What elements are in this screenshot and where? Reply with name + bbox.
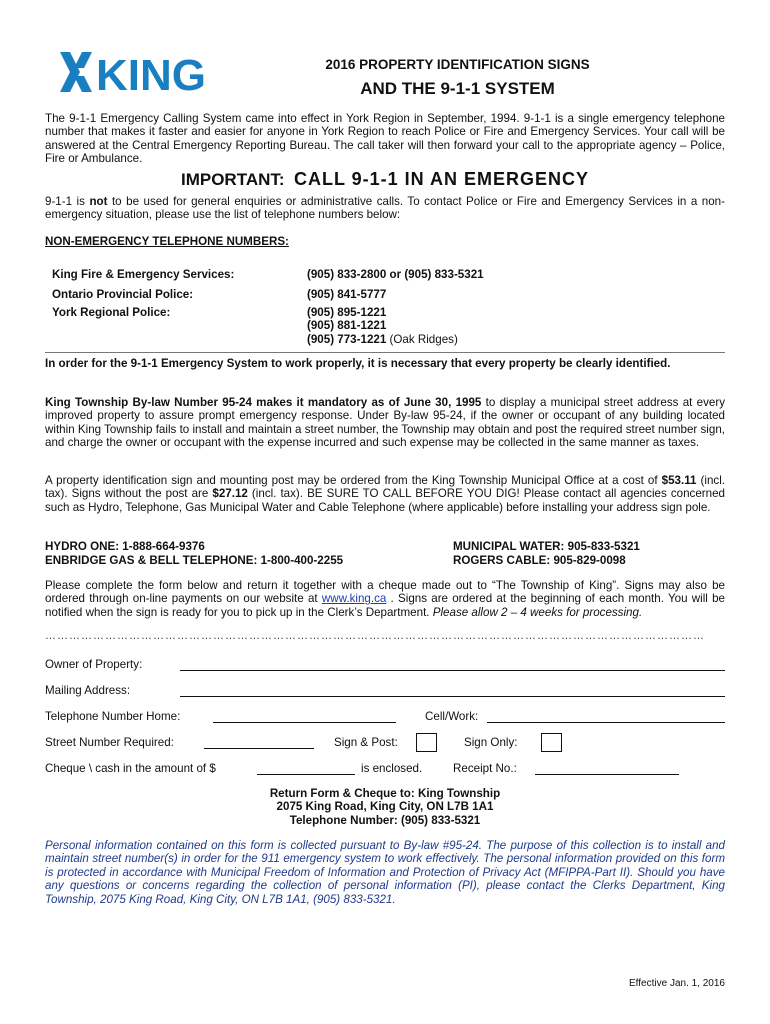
price-sign-only: $27.12 — [212, 487, 248, 501]
intro-paragraph: The 9-1-1 Emergency Calling System came into effect in York Region in September, 1994. 9-1-1 is a single emergency telephone number that makes it faster and easier for anyone in York Region to reach Police or Fire and Emergency Services. Your call will be answered at the Central Emergency Reporting Bureau. The call taker will then forward your call to the appropriate agency – Police, Fire or Ambulance. — [45, 112, 725, 166]
return-block — [45, 787, 725, 827]
website-link[interactable]: www.king.ca — [321, 592, 387, 606]
bylaw-rest: to display a municipal street address at every improved property to assure prompt emergency response. Under By-law 95-24, if the owner or occupant of any building located within King Township fails to install and maintain a street number, the Township may obtain and post the required street number sign, and charge the owner or occupant with the expense incurred and such expense may be collected in the same manner as taxes. — [45, 396, 726, 450]
mailing-field[interactable] — [180, 684, 725, 697]
owner-label: Owner of Property: — [45, 658, 143, 671]
mailing-label: Mailing Address: — [45, 684, 131, 697]
sign-post-label: Sign & Post: — [334, 736, 398, 749]
return-line3: Telephone Number: (905) 833-5321 — [289, 813, 481, 827]
cell-field[interactable] — [487, 710, 725, 723]
contact-label-yrp: York Regional Police: — [52, 306, 171, 319]
king-logo-icon — [60, 50, 206, 100]
non-emergency-intro — [45, 195, 725, 222]
utility-enbridge: ENBRIDGE GAS & BELL TELEPHONE: 1-800-400-2255 — [45, 554, 344, 567]
contact-label-fire: King Fire & Emergency Services: — [52, 268, 235, 281]
sign-post-checkbox[interactable] — [416, 733, 437, 752]
sign-only-label: Sign Only: — [464, 736, 518, 749]
non-emergency-heading: NON-EMERGENCY TELEPHONE NUMBERS: — [45, 235, 289, 248]
price-sign-post: $53.11 — [661, 474, 697, 487]
cell-label: Cell/Work: — [425, 710, 479, 723]
bylaw-bold: King Township By-law Number 95-24 makes it mandatory as of June 30, 1995 — [45, 396, 482, 409]
page-title-line1: 2016 PROPERTY IDENTIFICATION SIGNS — [325, 57, 590, 72]
king-logo — [60, 50, 206, 100]
contact-number-yrp-3 — [307, 333, 458, 346]
contact-number-yrp-2: (905) 881-1221 — [307, 319, 387, 333]
form-intro-p2: . Signs are ordered at the beginning of each month. You will be notified when the sign is ready for you to pick up in the Clerk’s Department. — [45, 592, 725, 619]
sign-only-checkbox[interactable] — [541, 733, 562, 752]
contact-number-fire: (905) 833-2800 or (905) 833-5321 — [307, 268, 484, 281]
utility-hydro: HYDRO ONE: 1-888-664-9376 — [45, 540, 205, 553]
order-paragraph — [45, 474, 725, 514]
receipt-label: Receipt No.: — [453, 762, 517, 775]
page-title-line2: AND THE 9-1-1 SYSTEM — [360, 79, 555, 98]
phone-home-label: Telephone Number Home: — [45, 710, 181, 723]
effective-date: Effective Jan. 1, 2016 — [629, 978, 725, 989]
important-label: IMPORTANT: — [180, 170, 285, 189]
order-p2: (incl. tax). Signs without the post are — [45, 474, 726, 501]
contact-label-opp: Ontario Provincial Police: — [52, 288, 194, 301]
bylaw-paragraph — [45, 396, 725, 450]
important-callout — [45, 169, 725, 190]
return-line1: Return Form & Cheque to: King Township — [269, 787, 501, 800]
important-call: CALL 9-1-1 IN AN EMERGENCY — [293, 169, 590, 189]
property-notice: In order for the 9-1-1 Emergency System to work properly, it is necessary that every property be clearly identified. — [45, 357, 671, 370]
street-number-field[interactable] — [204, 736, 314, 749]
cut-line: ………………………………………………………………………………………………………………………………………………… — [45, 630, 705, 642]
form-intro-p1: Please complete the form below and return it together with a cheque made out to “The Township of King”. Signs may also be ordered through on-line payments on our website at — [45, 579, 725, 606]
contact-number-yrp-1: (905) 895-1221 — [307, 306, 387, 319]
order-p1: A property identification sign and mounting post may be ordered from the King Township Municipal Office at a cost of — [45, 474, 662, 487]
utility-rogers: ROGERS CABLE: 905-829-0098 — [453, 554, 626, 567]
phone-home-field[interactable] — [213, 710, 396, 723]
logo-text: KING — [96, 51, 206, 100]
utility-water: MUNICIPAL WATER: 905-833-5321 — [453, 540, 640, 553]
privacy-notice: Personal information contained on this form is collected pursuant to By-law #95-24. The purpose of this collection is to install and maintain street number(s) in order for the 911 emergency system to work effectively. The personal information provided on this form is protected in accordance with Municipal Freedom of Information and Protection of Privacy Act (MFIPPA-Part II). Should you have any questions or concerns regarding the collection of personal information (PI), please contact the Clerks Department, King Township, 2075 King Road, King City, ON L7B 1A1, (905) 833-5321. — [45, 839, 725, 906]
enclosed-label: is enclosed. — [361, 762, 423, 775]
owner-field[interactable] — [180, 658, 725, 671]
order-p3: (incl. tax). BE SURE TO CALL BEFORE YOU DIG! Please contact all agencies concerned such as Hydro, Telephone, Gas Municipal Water and Cable Telephone (where applicable) before installing your address sign pole. — [45, 487, 725, 514]
receipt-field[interactable] — [535, 762, 679, 775]
form-intro — [45, 579, 725, 619]
divider — [45, 352, 725, 353]
contact-number-yrp-3-value: (905) 773-1221 — [307, 332, 387, 346]
non-emergency-prefix: 9-1-1 is — [45, 195, 90, 208]
street-number-label: Street Number Required: — [45, 736, 174, 749]
contact-numbers-yrp — [307, 306, 458, 346]
non-emergency-rest: to be used for general enquiries or administrative calls. To contact Police or Fire and Emergency Services in a non-emergency situation, please use the list of telephone numbers below: — [45, 195, 725, 222]
return-line2: 2075 King Road, King City, ON L7B 1A1 — [276, 800, 494, 814]
form-intro-processing: Please allow 2 – 4 weeks for processing. — [432, 605, 643, 619]
cheque-amount-field[interactable] — [257, 762, 355, 775]
cheque-label: Cheque \ cash in the amount of $ — [45, 762, 216, 775]
contact-number-opp: (905) 841-5777 — [307, 288, 387, 301]
contact-number-yrp-note: (Oak Ridges) — [386, 332, 458, 346]
non-emergency-not: not — [89, 195, 108, 208]
